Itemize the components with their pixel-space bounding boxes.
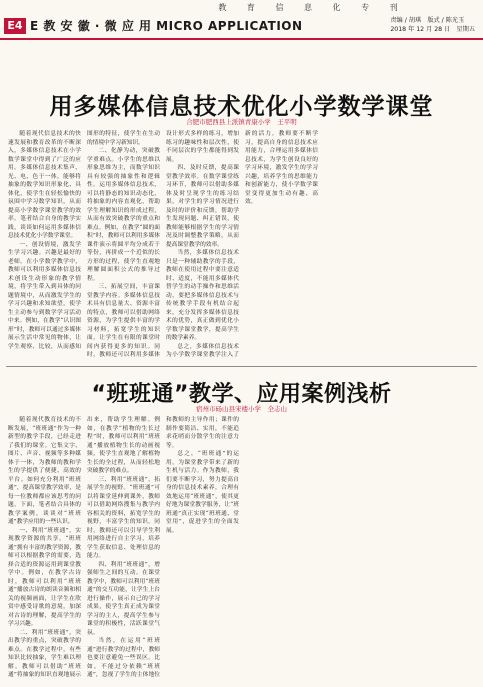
masthead-header-line: 教 育 信 息 化 专 刊 [218,3,407,12]
masthead-bar [0,16,483,36]
article1-paragraph: 随着现代信息技术的快速发展和教育改革的不断深入，多媒体信息技术在小学数学课堂中得到了广泛的应用。多媒体信息技术集声、光、电、色于一体，能够将抽象的数学知识形象化、具体化，使学生在轻松愉快的氛围中学习数学知识，从而提高小学数学课堂教学的效率。笔者结合自身的教学实践，谈谈如何运用多媒体信息技术优化小学数学课堂。 [8,131,81,239]
article2-body [8,416,476,682]
article2-paragraph: 随着现代教育技术的不断发展，“班班通”作为一种新型的教学手段，已经走进了我们的课堂。它集文字、图片、声音、视频等多种媒体于一体，为教师的教和学生的学提供了便捷、高效的平台。如何充分利用“班班通”，提高课堂教学效率，是每一位教师都应该思考的问题。下面，笔者结合具体的教学案例，谈谈对“班班通”教学应用的一些认识。 [8,417,81,525]
article2-paragraph: 总之，“班班通”的运用，为课堂教学带来了新的生机与活力。作为教师，我们要不断学习，努力提高自身的信息技术素养，合理有效地运用“班班通”，使其更好地为课堂教学服务，让“班班通”真正实现“班班通、堂堂用”，促进学生的全面发展。 [166,451,239,534]
article2-paragraph: 一、利用“班班通”，实现教学资源的共享。“班班通”拥有丰富的教学资源，教师可以根据教学的需要，选择合适的资源运用到课堂教学中。例如，在教学古诗时，教师可以利用“班班通”播放古诗的朗读音频和相关的视频画面，让学生在欣赏中感受诗歌的意境，加深对古诗的理解，提高学生的学习兴趣。 [8,527,81,627]
article1-title: 用多媒体信息技术优化小学数学课堂 [49,94,434,120]
article2-paragraph: 三、利用“班班通”，拓展学生的视野。“班班通”可以将课堂延伸到课外，教师可以借助网络搜集与教学内容相关的资料，拓宽学生的视野，丰富学生的知识。同时，教师还可以引导学生利用网络进行自主学习，培养学生获取信息、处理信息的能力。 [87,476,160,559]
article2-byline: 宿州市砀山县宋楼小学 全志山 [196,405,287,413]
article2-paragraph: 二、利用“班班通”，突出教学的重点，突破教学的难点。在教学过程中，有些知识比较抽象，学生难以理解。教师可以借助“班班通”将抽象的知识直观地展示出来，帮助学生理解。例如，在教学“植物的生长过程”时，教师可以利用“班班通”播放植物生长的动画视频，使学生直观地了解植物生长的全过程，从而轻松地突破教学的难点。 [8,417,160,678]
article2-title: “班班通”教学、应用案例浅析 [91,382,392,407]
article-divider [6,366,477,367]
article1-paragraph: 总之，多媒体信息技术为小学数学课堂教学注入了新的活力。教师要不断学习，提高自身的信息技术应用能力，合理运用多媒体信息技术，为学生创设良好的学习环境，激发学生的学习兴趣，培养学生的思维能力和创新能力，使小学数学课堂变得更加生动有趣、高效。 [166,131,318,358]
page-number: E4 [4,18,26,34]
article1-paragraph: 三、拓展空间，丰富课堂教学内容。多媒体信息技术具有信息量大、资源丰富的特点，教师可以借助网络资源，为学生提供丰富的学习材料，拓宽学生的知识面，让学生在有限的课堂时间内获得更多的知识。同时，教师还可以利用多媒体设计形式多样的练习，增加练习的趣味性和层次性，使不同层次的学生都能得到发展。 [87,131,239,358]
date-line: 2018 年 12 月 28 日 星期五 [390,26,475,33]
column-name: E 教 安 徽 · 微 应 用 MICRO APPLICATION [30,19,303,33]
article2-paragraph: 当然，在运用“班班通”进行教学的过程中，教师也要注意避免一些误区。比如，不能过分依赖“班班通”，忽视了学生的主体地位和教师的主导作用；课件的制作要简洁、实用，不能追求花哨而分散学生的注意力等。 [87,417,239,678]
editor-line: 责编 / 胡琪 版式 / 陈光玉 [390,17,465,24]
article1-paragraph: 当然，多媒体信息技术只是一种辅助教学的手段，教师在使用过程中要注意适时、适度，不能用多媒体代替学生的动手操作和思维活动，要把多媒体信息技术与传统教学手段有机结合起来，充分发挥多媒体信息技术的优势，真正做到优化小学数学课堂教学，提高学生的数学素养。 [166,250,239,341]
article1-body [8,130,476,362]
article1-paragraph: 一、创设情境，激发学生学习兴趣。兴趣是最好的老师。在小学数学教学中，教师可以利用多媒体信息技术创设生动形象的教学情境，将学生带入到具体的问题情境中，从而激发学生的学习兴趣和求知欲望，使学生主动参与到数学学习活动中来。例如，在教学“认识图形”时，教师可以通过多媒体展示生活中常见的物体，让学生观察、比较，从而感知图形的特征，使学生在生动的情境中学习新知识。 [8,131,160,350]
article1-paragraph: 四、及时反馈，提高课堂教学效率。在数学课堂练习环节，教师可以借助多媒体及时呈现学生的练习结果，对学生的学习情况进行及时的评价和反馈，帮助学生发现问题、纠正错误，使教师能够根据学生的学习情况及时调整教学策略，从而提高课堂教学的效率。 [166,165,239,248]
masthead [0,0,483,40]
masthead-meta [390,16,475,34]
article2-paragraph: 四、利用“班班通”，增强师生之间的互动。在课堂教学中，教师可以利用“班班通”的交互功能，让学生上台进行操作，展示自己的学习成果，使学生真正成为课堂学习的主人，提高学生参与课堂的积极性，活跃课堂气氛。 [87,561,160,636]
masthead-rule [0,38,483,40]
article1-paragraph: 二、化静为动，突破教学重难点。小学生的思维以形象思维为主，而数学知识具有较强的抽象性和逻辑性。运用多媒体信息技术，可以将静态的知识动态化，将抽象的内容直观化，帮助学生理解知识的形成过程，从而有效突破教学的重点和难点。例如，在教学“圆的面积”时，教师可以利用多媒体课件演示将圆平均分成若干等份，再拼成一个近似的长方形的过程，使学生直观地理解圆面积公式的推导过程。 [87,148,160,282]
article1-byline: 合肥市肥西县上派镇青康小学 王平明 [186,118,297,126]
